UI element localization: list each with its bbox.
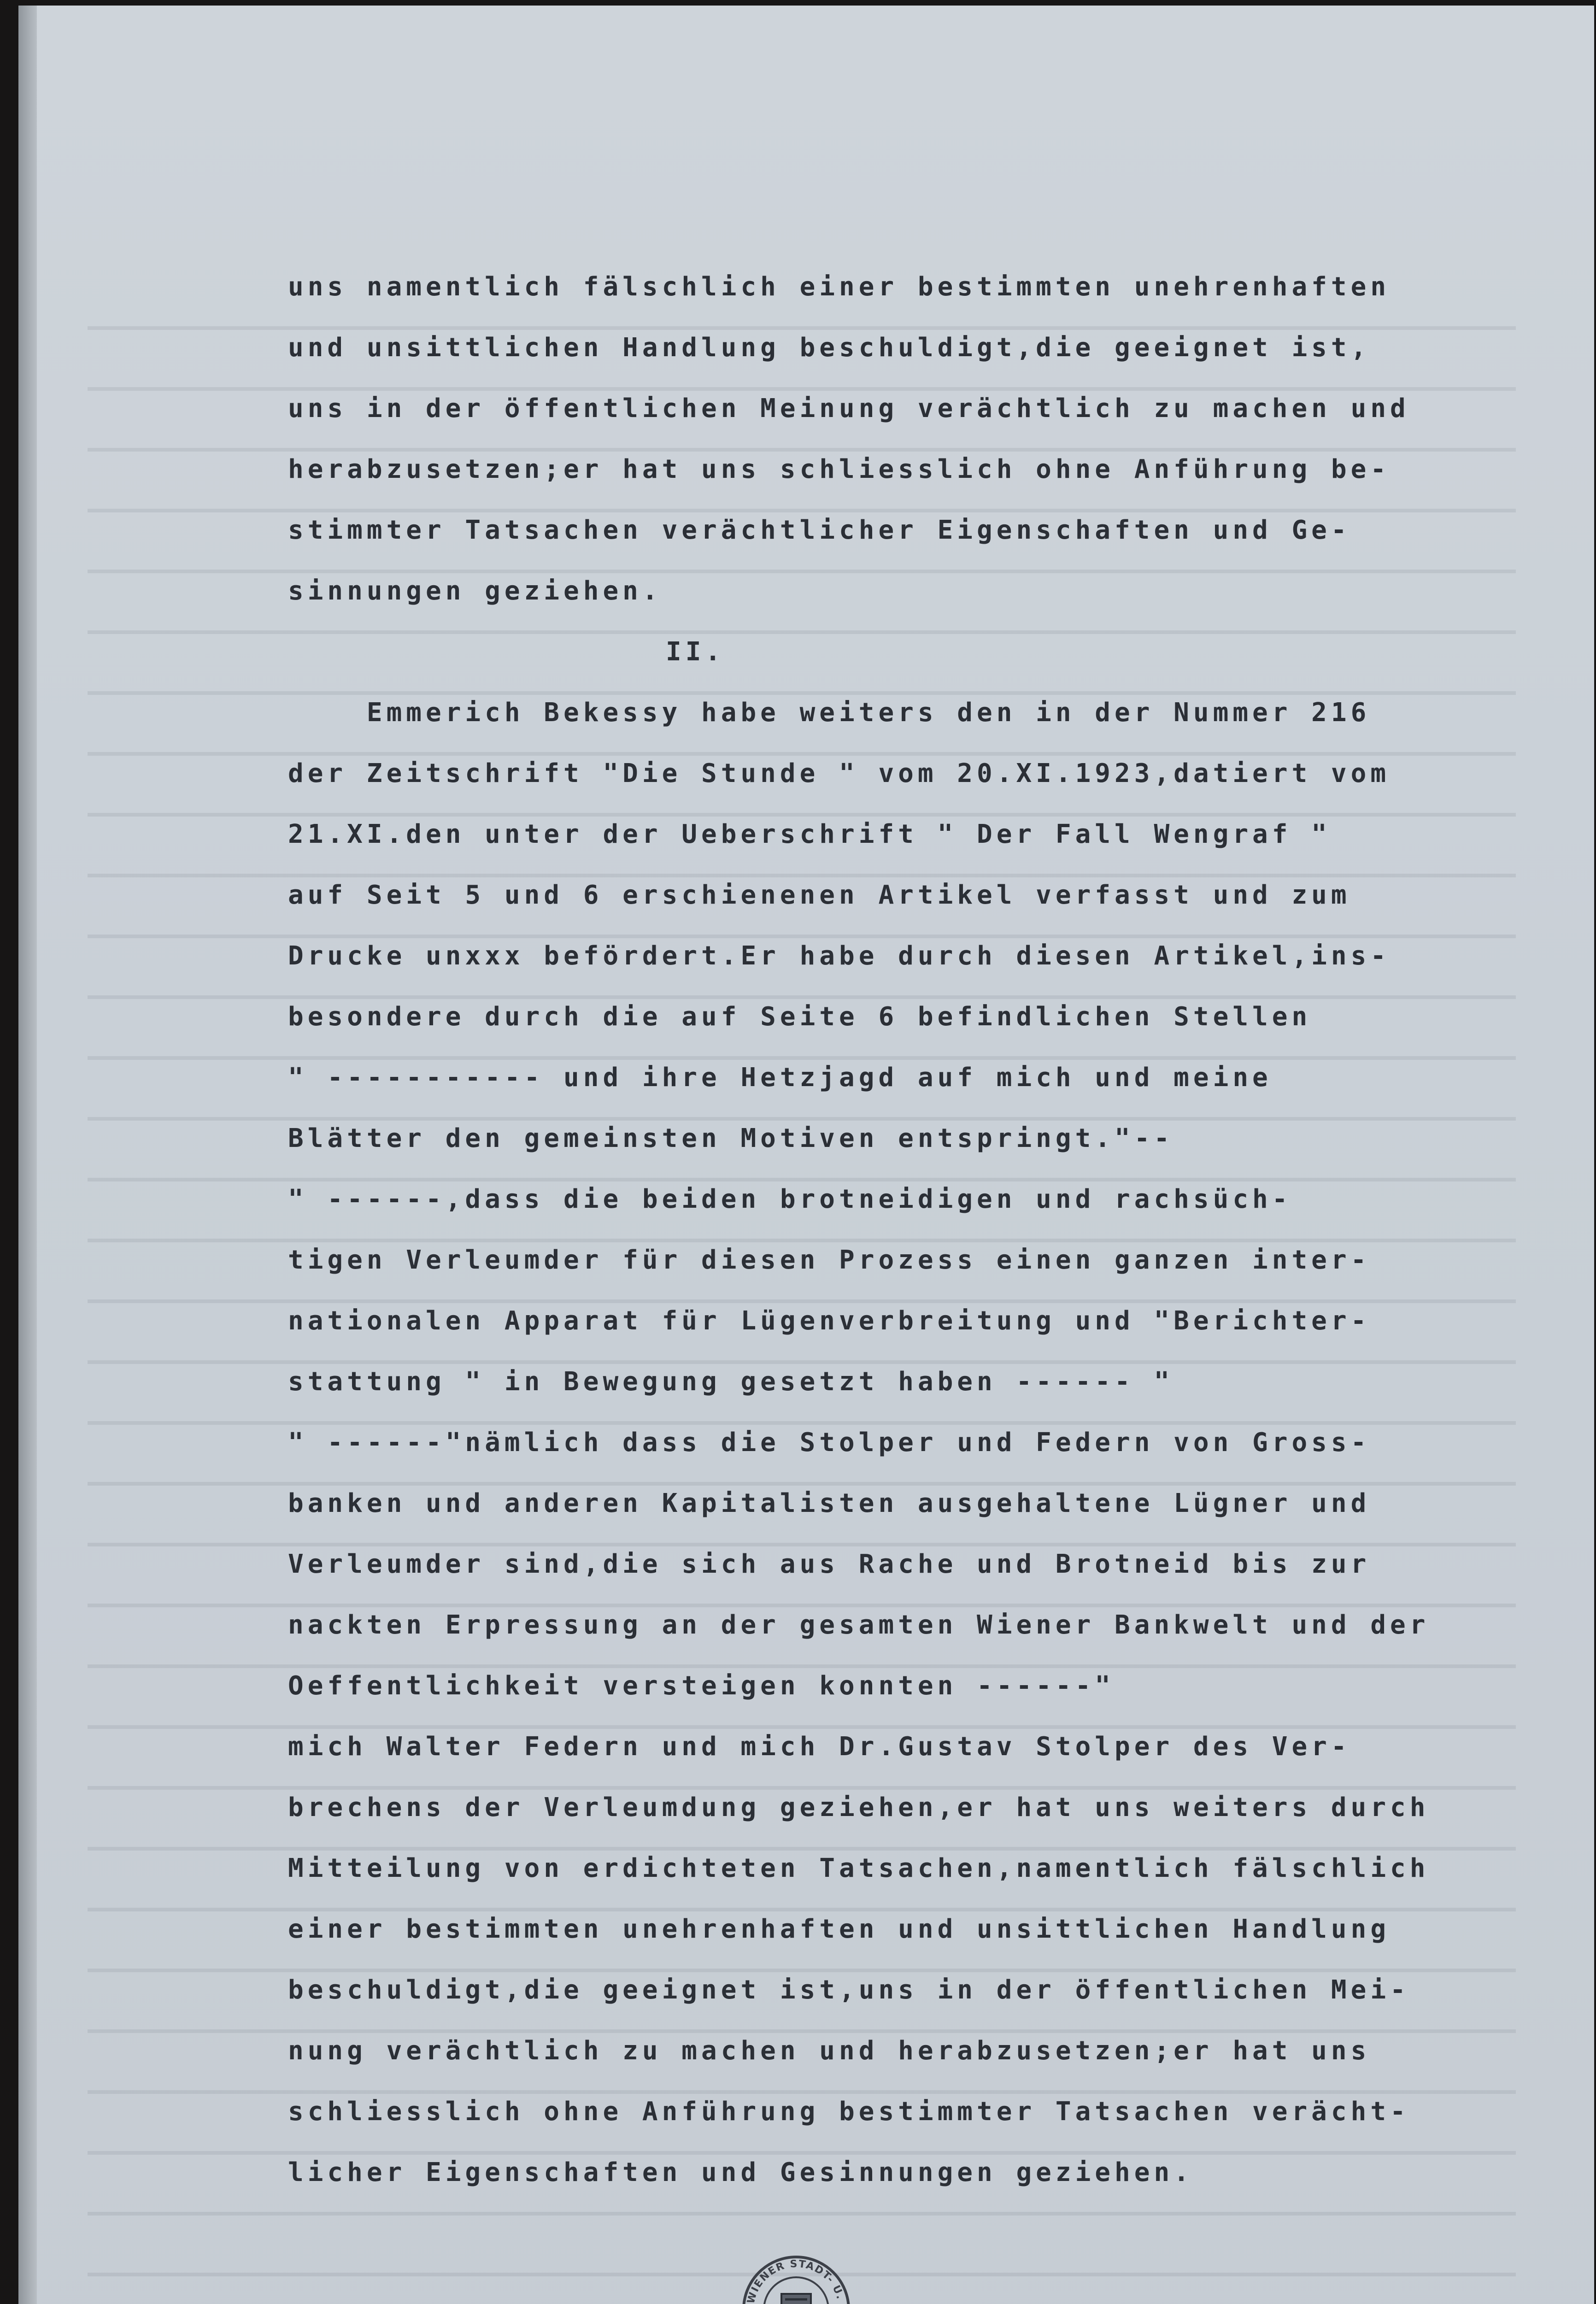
- text-line: sinnungen geziehen.: [288, 576, 662, 606]
- text-line: Drucke unxxx befördert.Er habe durch diesen Artikel,ins-: [288, 941, 1391, 971]
- text-line: beschuldigt,die geeignet ist,uns in der öffentlichen Mei-: [288, 1975, 1410, 2005]
- text-line: " ------"nämlich dass die Stolper und Federn von Gross-: [288, 1428, 1371, 1458]
- text-line: Blätter den gemeinsten Motiven entspringt."--: [288, 1123, 1174, 1153]
- text-line: besondere durch die auf Seite 6 befindlichen Stellen: [288, 1002, 1312, 1032]
- text-line: banken und anderen Kapitalisten ausgehaltene Lügner und: [288, 1488, 1371, 1518]
- document-page: [18, 6, 1594, 2304]
- text-line: auf Seit 5 und 6 erschienenen Artikel verfasst und zum: [288, 880, 1351, 910]
- library-stamp-icon: [741, 2254, 851, 2304]
- text-line: brechens der Verleumdung geziehen,er hat uns weiters durch: [288, 1793, 1430, 1822]
- text-line: nationalen Apparat für Lügenverbreitung und "Berichter-: [288, 1306, 1371, 1336]
- text-line: Emmerich Bekessy habe weiters den in der Nummer 216: [288, 698, 1371, 728]
- text-line: schliesslich ohne Anführung bestimmter Tatsachen verächt-: [288, 2097, 1410, 2127]
- section-heading: II.: [666, 637, 725, 667]
- text-line: Verleumder sind,die sich aus Rache und Brotneid bis zur: [288, 1549, 1371, 1579]
- text-line: stattung " in Bewegung gesetzt haben ------ ": [288, 1367, 1174, 1397]
- text-line: " ----------- und ihre Hetzjagd auf mich und meine: [288, 1063, 1272, 1093]
- text-line: uns in der öffentlichen Meinung verächtlich zu machen und: [288, 394, 1410, 423]
- text-line: nackten Erpressung an der gesamten Wiener Bankwelt und der: [288, 1610, 1430, 1640]
- text-line: herabzusetzen;er hat uns schliesslich ohne Anführung be-: [288, 454, 1391, 484]
- coat-of-arms-icon: [781, 2294, 811, 2304]
- text-line: stimmter Tatsachen verächtlicher Eigenschaften und Ge-: [288, 515, 1351, 545]
- text-line: mich Walter Federn und mich Dr.Gustav Stolper des Ver-: [288, 1732, 1351, 1762]
- text-line: licher Eigenschaften und Gesinnungen geziehen.: [288, 2157, 1193, 2187]
- typed-text-block: [288, 257, 1504, 2203]
- text-line: Oeffentlichkeit versteigen konnten ------": [288, 1671, 1115, 1701]
- text-line: uns namentlich fälschlich einer bestimmten unehrenhaften: [288, 272, 1391, 302]
- text-line: nung verächtlich zu machen und herabzusetzen;er hat uns: [288, 2036, 1371, 2066]
- text-line: tigen Verleumder für diesen Prozess einen ganzen inter-: [288, 1245, 1371, 1275]
- text-line: 21.XI.den unter der Ueberschrift " Der Fall Wengraf ": [288, 819, 1331, 849]
- text-line: und unsittlichen Handlung beschuldigt,die geeignet ist,: [288, 333, 1371, 363]
- page-fold-shadow: [18, 6, 37, 2304]
- text-line: Mitteilung von erdichteten Tatsachen,namentlich fälschlich: [288, 1853, 1430, 1883]
- text-line: " ------,dass die beiden brotneidigen und rachsüch-: [288, 1184, 1292, 1214]
- text-line: einer bestimmten unehrenhaften und unsittlichen Handlung: [288, 1914, 1391, 1944]
- text-line: der Zeitschrift "Die Stunde " vom 20.XI.1923,datiert vom: [288, 758, 1391, 788]
- stamp-text: WIENER STADT- U.: [745, 2258, 846, 2304]
